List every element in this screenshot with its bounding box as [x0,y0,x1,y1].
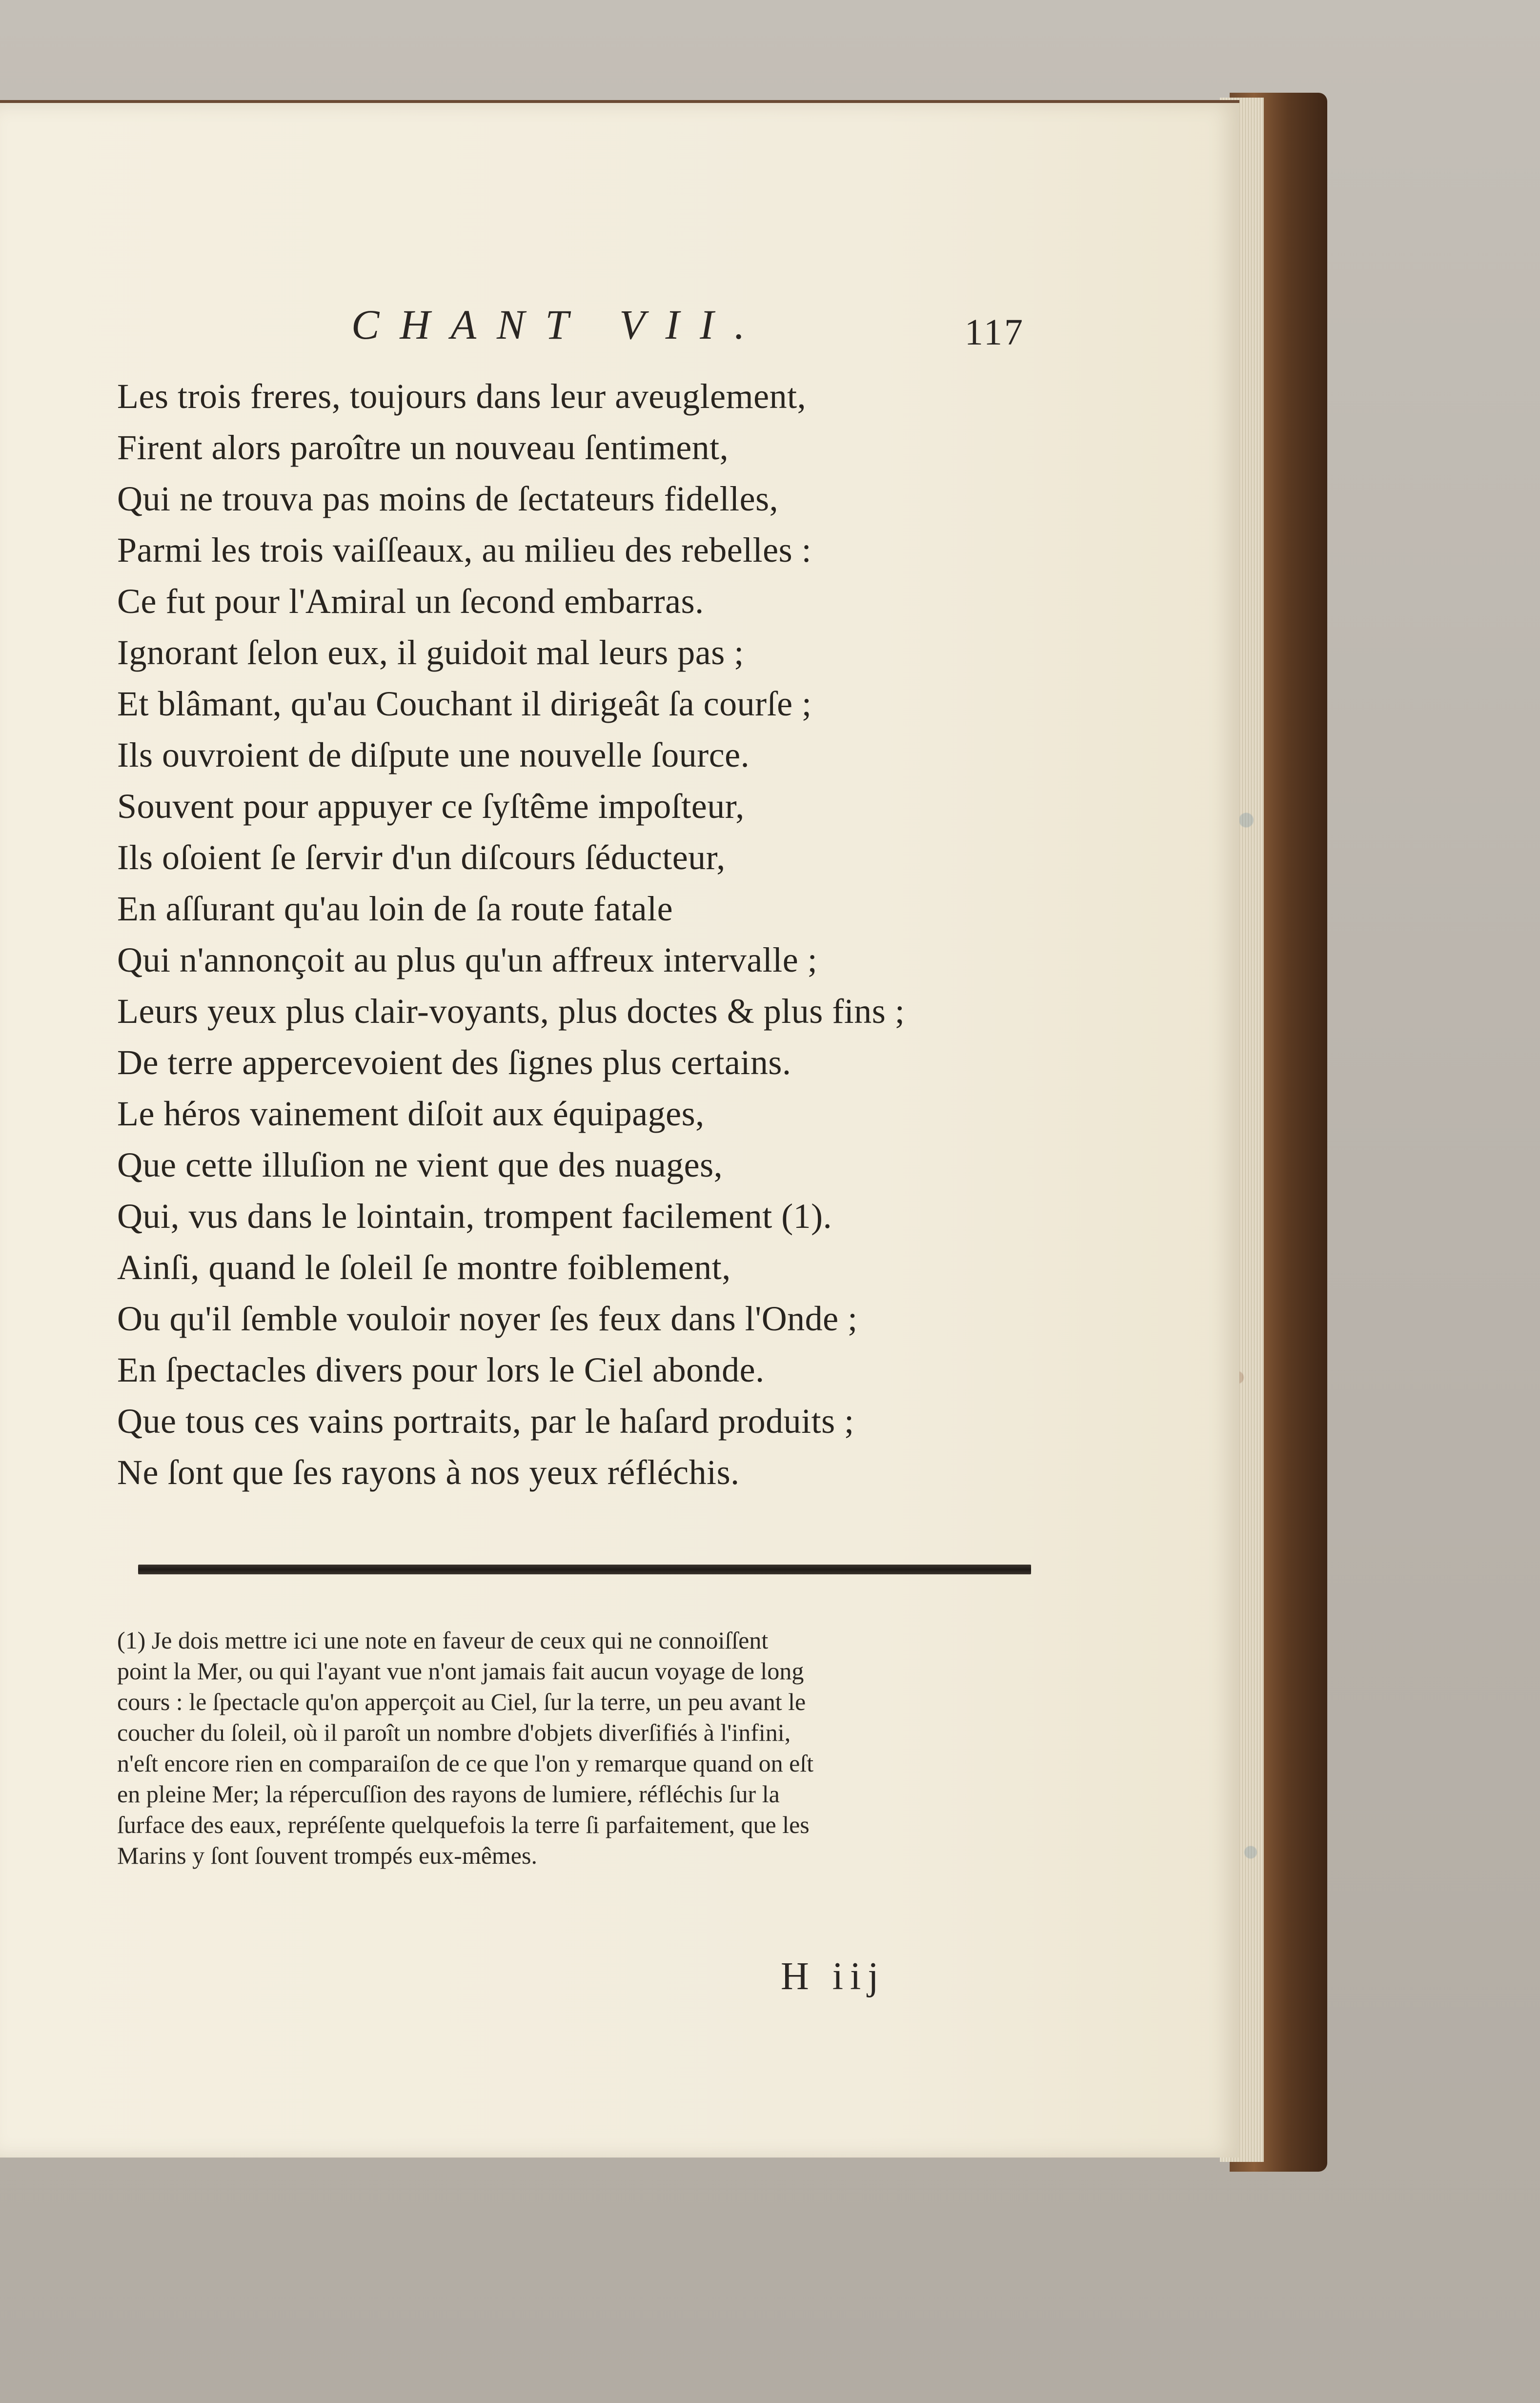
footnote-line: coucher du ſoleil, où il paroît un nombre d'objets diverſifiés à l'infini, [117,1719,791,1746]
verse-line: Qui, vus dans le lointain, trompent facilement (1). [117,1197,832,1236]
verse-line: Et blâmant, qu'au Couchant il dirigeât ſa courſe ; [117,684,812,723]
verse-line: Les trois freres, toujours dans leur aveuglement, [117,377,807,416]
verse-line: Que cette illuſion ne vient que des nuages, [117,1145,723,1184]
verse-line: Leurs yeux plus clair-voyants, plus doctes & plus fins ; [117,992,905,1031]
footnote-line: en pleine Mer; la répercuſſion des rayons de lumiere, réfléchis ſur la [117,1780,780,1808]
verse-line: Ainſi, quand le ſoleil ſe montre foiblement, [117,1248,731,1287]
verse-line: Qui n'annonçoit au plus qu'un affreux intervalle ; [117,940,818,979]
footnote-line: Marins y ſont ſouvent trompés eux-mêmes. [117,1842,537,1869]
verse-line: Le héros vainement diſoit aux équipages, [117,1094,705,1133]
verse-line: Ce fut pour l'Amiral un ſecond embarras. [117,582,704,621]
verse-line: De terre appercevoient des ſignes plus certains. [117,1043,791,1082]
verse-line: En ſpectacles divers pour lors le Ciel abonde. [117,1350,765,1389]
verse-line: Que tous ces vains portraits, par le haſard produits ; [117,1402,854,1441]
verse-line: Ils ouvroient de diſpute une nouvelle ſource. [117,735,750,774]
verse-line: En aſſurant qu'au loin de ſa route fatale [117,889,673,928]
footnote-divider [138,1565,1031,1574]
verse-line: Parmi les trois vaiſſeaux, au milieu des rebelles : [117,530,812,570]
verse-line: Firent alors paroître un nouveau ſentiment, [117,428,729,467]
verse-line: Ignorant ſelon eux, il guidoit mal leurs pas ; [117,633,744,672]
verse-line: Ou qu'il ſemble vouloir noyer ſes feux dans l'Onde ; [117,1299,858,1338]
verse-line: Souvent pour appuyer ce ſyſtême impoſteur, [117,787,745,826]
footnote-line: ſurface des eaux, repréſente quelquefois la terre ſi parfaitement, que les [117,1811,810,1838]
page-header [351,298,1025,366]
verse-line: Ne ſont que ſes rayons à nos yeux réfléchis. [117,1453,740,1492]
verse-block [117,371,1044,1498]
verse-line: Ils oſoient ſe ſervir d'un diſcours ſéducteur, [117,838,726,877]
footnote-line: point la Mer, ou qui l'ayant vue n'ont jamais fait aucun voyage de long [117,1657,804,1685]
footnote-line: n'eſt encore rien en comparaiſon de ce que l'on y remarque quand on eſt [117,1750,814,1777]
verse-line: Qui ne trouva pas moins de ſectateurs fidelles, [117,479,779,518]
page-number: 117 [964,312,1025,353]
footnote-line: cours : le ſpectacle qu'on apperçoit au Ciel, ſur la terre, un peu avant le [117,1688,806,1715]
footnote-block [117,1625,1039,1871]
footnote-line: (1) Je dois mettre ici une note en faveur de ceux qui ne connoiſſent [117,1627,769,1654]
signature-mark: H iij [781,1955,886,1998]
running-title: CHANT VII. [351,301,766,348]
